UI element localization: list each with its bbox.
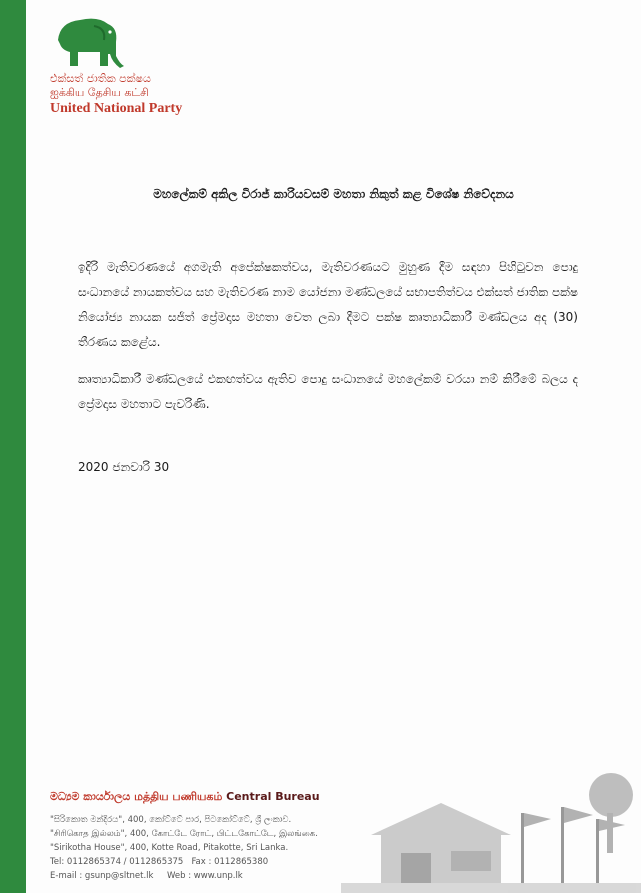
address-tamil: "சிரிகொத இல்லம்", 400, கோட்டே ரோட், பிட்டகோட்டே, இலங்கை.: [50, 829, 318, 839]
bureau-sinhala: මධ්‍යම කාර්යාලය: [50, 790, 131, 803]
address-sinhala: "සිරිකොත මන්දිරය", 400, කෝට්ටේ පාර, පිටකෝට්ටේ, ශ්‍රී ලංකාව.: [50, 815, 292, 825]
elephant-icon: [50, 10, 128, 72]
footer-contact-block: [50, 790, 350, 883]
central-bureau-title: [50, 790, 350, 805]
fax: Fax : 0112865380: [191, 857, 269, 867]
email: E-mail : gsunp@sltnet.lk: [50, 871, 154, 881]
bureau-tamil: மத்திய பணியகம்: [134, 790, 223, 803]
website: Web : www.unp.lk: [167, 871, 243, 881]
statement-paragraph-1: ඉදිරි මැතිවරණයේ අගමැති අපේක්ෂකත්වය, මැතිවරණයට මුහුණ දීම සඳහා පිහිටුවන පොදු සංධානයේ නායකත්වය සහ මැතිවරණ නාම යෝජනා මණ්ඩලයේ සභාපතිත්වය එක්සත් ජාතික පක්ෂ නියෝජ්‍ය නායක සජිත් ප්‍රේමදාස මහතා වෙත ලබා දීමට පක්ෂ කෘත්‍යාධිකාරී මණ්ඩලය අද (30) තීරණය කළේය.: [78, 260, 578, 349]
party-name-english: United National Party: [50, 101, 183, 116]
email-web-line: [50, 869, 350, 883]
party-name-tamil: ஐக்கிய தேசிய கட்சி: [50, 86, 149, 99]
statement-date: 2020 ජනවාරි 30: [78, 460, 170, 474]
party-name-sinhala: එක්සත් ජාතික පක්ෂය: [50, 72, 151, 85]
sirikotha-building-illustration: [341, 773, 641, 893]
green-side-bar: [0, 0, 26, 893]
statement-paragraph-2: කෘත්‍යාධිකාරී මණ්ඩලයේ එකඟත්වය ඇතිව පොදු සංධානයේ මහලේකම් වරයා නම් කිරීමේ බලය ද ප්‍රේමදාස මහතාට පැවරිණි.: [78, 372, 578, 411]
address-english: "Sirikotha House", 400, Kotte Road, Pitakotte, Sri Lanka.: [50, 843, 289, 853]
bureau-english: Central Bureau: [226, 790, 320, 803]
letterhead-page: [26, 0, 641, 893]
telephone: Tel: 0112865374 / 0112865375: [50, 857, 184, 867]
statement-heading: මහලේකම් අකිල විරාජ් කාරියවසම් මහතා නිකුත් කළ විශේෂ නිවේදනය: [153, 187, 514, 201]
phone-fax-line: [50, 855, 350, 869]
party-logo-block: [50, 10, 210, 117]
